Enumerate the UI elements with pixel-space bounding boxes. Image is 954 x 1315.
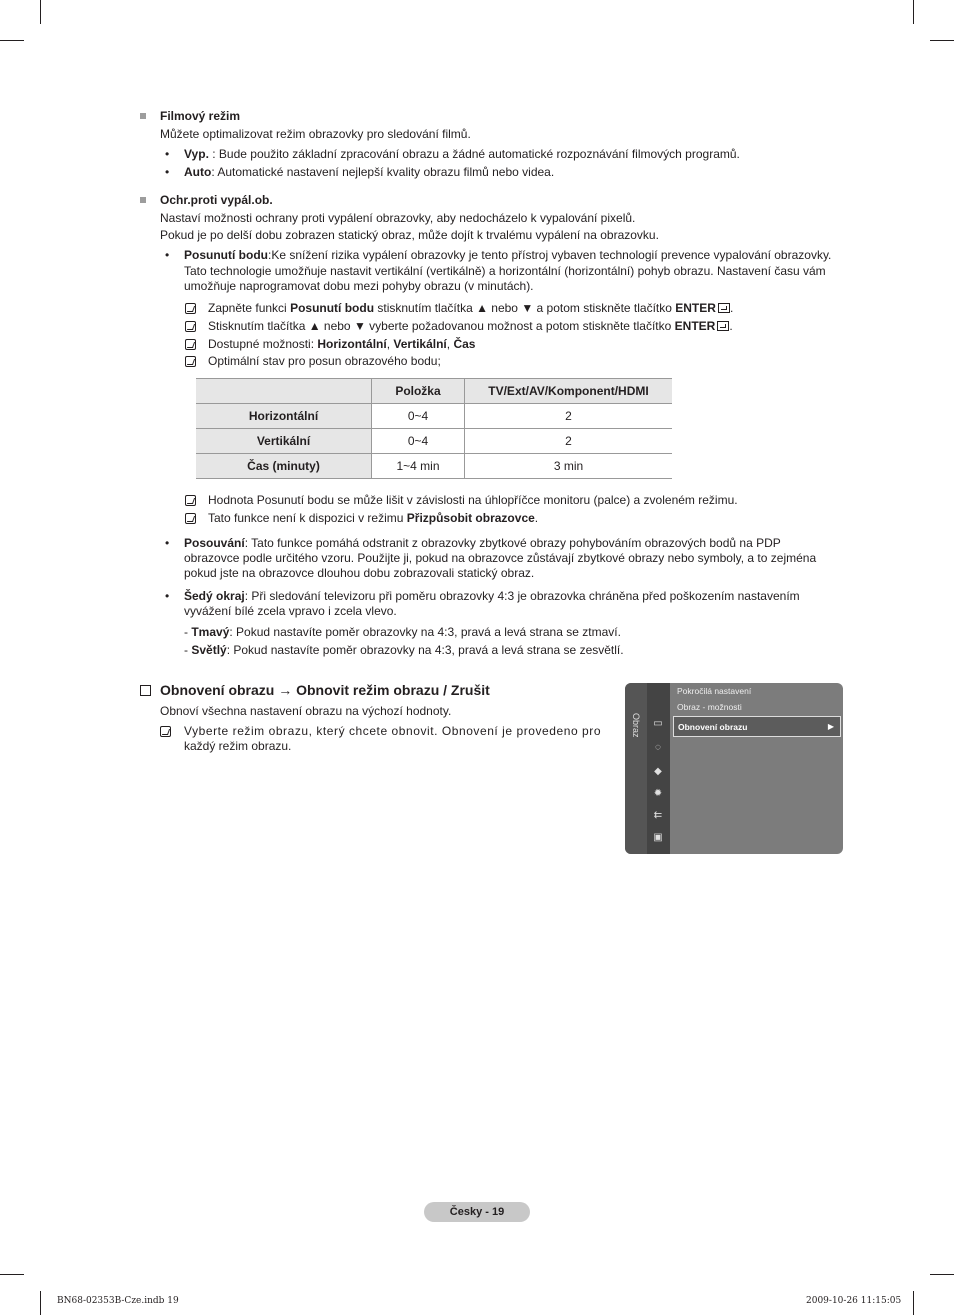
- table-row: [196, 404, 672, 429]
- table-header: TV/Ext/AV/Komponent/HDMI: [465, 379, 673, 404]
- film-mode-title: Filmový režim: [160, 109, 241, 123]
- footer-file: BN68-02353B-Cze.indb 19: [57, 1296, 179, 1306]
- table-cell: 3 min: [465, 454, 673, 479]
- pixel-shift-table: [196, 378, 672, 479]
- page-number: Česky - 19: [424, 1202, 530, 1222]
- bullet-gray: •: [165, 589, 170, 603]
- crop-mark: [930, 40, 954, 41]
- osd-menu-screenshot: [625, 683, 843, 854]
- note3-text-c: ,: [386, 337, 394, 351]
- gray-text: : Při sledování televizoru při poměru obrazovky 4:3 je obrazovka chráněna před poškozením nastavením: [244, 589, 800, 603]
- channel-icon: ◆: [654, 766, 662, 777]
- note-icon: [185, 356, 196, 367]
- footer-date: 2009-10-26 11:15:05: [806, 1296, 902, 1306]
- crop-mark: [0, 1274, 24, 1275]
- note1: Zapněte funkci Posunutí bodu stisknutím tlačítka ▲ nebo ▼ a potom stiskněte tlačítko ENTER .: [208, 301, 734, 315]
- film-mode-auto: [184, 165, 554, 180]
- crop-mark: [40, 1291, 41, 1315]
- auto-text: : Automatické nastavení nejlepší kvality obrazu filmů nebo videa.: [211, 165, 555, 179]
- picture-icon: ▭: [653, 718, 663, 729]
- osd-item: Obraz - možnosti: [677, 702, 742, 712]
- note6: [208, 511, 538, 526]
- pixel-shift-text: :Ke snížení rizika vypálení obrazovky je tento přístroj vybaven technologií prevence vypalování obrazovky.: [267, 248, 832, 262]
- sound-icon: ◌: [655, 742, 661, 753]
- note-icon: [185, 303, 196, 314]
- note5: Hodnota Posunutí bodu se může lišit v závislosti na úhlopříčce monitoru (palce) a zvoleném režimu.: [208, 493, 738, 507]
- osd-vertical-label: Obraz: [631, 713, 641, 738]
- light-text: : Pokud nastavíte poměr obrazovky na 4:3, pravá a levá strana se zesvětlí.: [226, 643, 624, 657]
- enter-icon: [717, 321, 729, 331]
- crop-mark: [913, 1291, 914, 1315]
- pixel-shift-label: Posunutí bodu: [184, 248, 268, 262]
- note1-text-b: Posunutí bodu: [290, 301, 375, 315]
- scroll-line3: pokud jste na obrazovce dlouhou dobu zobrazovali statický obraz.: [184, 566, 535, 580]
- film-mode-vyp: [184, 147, 740, 162]
- bullet-vyp: •: [165, 147, 170, 161]
- note6-text-a: Tato funkce není k dispozici v režimu: [208, 511, 407, 525]
- table-header: [196, 379, 372, 404]
- table-cell: 2: [465, 429, 673, 454]
- vyp-text: : Bude použito základní zpracování obrazu a žádné automatické rozpoznávání filmových programů.: [208, 147, 740, 161]
- note3-text-a: Dostupné možnosti:: [208, 337, 318, 351]
- table-cell: 0~4: [372, 429, 465, 454]
- reset-note-line2: každý režim obrazu.: [184, 739, 292, 753]
- auto-label: Auto: [184, 165, 212, 179]
- dash-dark: - Tmavý: Pokud nastavíte poměr obrazovky na 4:3, pravá a levá strana se ztmaví.: [184, 625, 621, 639]
- vyp-label: Vyp.: [184, 147, 209, 161]
- note2-text-a: Stisknutím tlačítka ▲ nebo ▼ vyberte požadovanou možnost a potom stiskněte tlačítko: [208, 319, 675, 333]
- table-header-row: [196, 379, 672, 404]
- arrow-right-icon: ▶: [827, 722, 834, 731]
- note6-text-c: .: [534, 511, 539, 525]
- note3-text-f: Čas: [453, 337, 476, 351]
- support-icon: ▣: [653, 832, 663, 843]
- osd-item: Pokročilá nastavení: [677, 686, 752, 696]
- scroll-text: : Tato funkce pomáhá odstranit z obrazovky zbytkové obrazy pohybováním obrazových bodů na PDP: [244, 536, 781, 550]
- setup-icon: ✹: [653, 788, 663, 799]
- square-bullet-icon: [140, 197, 146, 203]
- note-icon: [185, 495, 196, 506]
- enter-icon: [718, 303, 730, 313]
- osd-selected-item: [673, 716, 841, 737]
- table-cell: 2: [465, 404, 673, 429]
- table-cell: Čas (minuty): [196, 454, 372, 479]
- reset-title: Obnovení obrazu → Obnovit režim obrazu / Zrušit: [160, 682, 490, 698]
- burn-title: Ochr.proti vypál.ob.: [160, 193, 273, 207]
- reset-desc: Obnoví všechna nastavení obrazu na výchozí hodnoty.: [160, 704, 452, 718]
- bullet-pixel-shift: •: [165, 248, 170, 262]
- note4: Optimální stav pro posun obrazového bodu;: [208, 354, 441, 368]
- note-icon: [185, 339, 196, 350]
- table-header: Položka: [372, 379, 465, 404]
- note3-text-e: ,: [446, 337, 454, 351]
- note1-text-d: ENTER: [675, 301, 716, 315]
- note3-text-b: Horizontální: [317, 337, 387, 351]
- note-icon: [160, 726, 171, 737]
- note1-text-a: Zapněte funkci: [208, 301, 291, 315]
- note-icon: [185, 321, 196, 332]
- scroll-line2: obrazovce podle určitého vzoru. Použijte ji, pokud na obrazovce zůstávají zbytkové obrazy nebo symboly, a to zejména: [184, 551, 817, 565]
- scroll-line1: [184, 536, 781, 551]
- scroll-label: Posouvání: [184, 536, 245, 550]
- pixel-shift-line1: [184, 248, 831, 263]
- bullet-scroll: •: [165, 536, 170, 550]
- table-cell: Horizontální: [196, 404, 372, 429]
- pixel-shift-line3: umožňuje naprogramovat dobu mezi pohyby obrazu (v minutách).: [184, 279, 534, 293]
- burn-desc2: Pokud je po delší dobu zobrazen statický obraz, může dojít k trvalému vypálení na obrazovku.: [160, 228, 659, 242]
- reset-note-line1: Vyberte režim obrazu, který chcete obnovit. Obnovení je provedeno pro: [184, 724, 602, 738]
- burn-desc1: Nastaví možnosti ochrany proti vypálení obrazovky, aby nedocházelo k vypalování pixelů.: [160, 211, 636, 225]
- table-row: [196, 429, 672, 454]
- input-icon: ⇇: [653, 810, 663, 821]
- table-row: [196, 454, 672, 479]
- dark-label: Tmavý: [191, 625, 230, 639]
- checkbox-icon: [140, 685, 151, 696]
- note-icon: [185, 513, 196, 524]
- note2-text-b: ENTER: [674, 319, 716, 333]
- light-label: Světlý: [191, 643, 227, 657]
- crop-mark: [40, 0, 41, 24]
- square-bullet-icon: [140, 113, 146, 119]
- crop-mark: [0, 40, 24, 41]
- film-mode-desc: Můžete optimalizovat režim obrazovky pro sledování filmů.: [160, 127, 471, 141]
- gray-line1: [184, 589, 800, 604]
- note1-text-c: stisknutím tlačítka ▲ nebo ▼ a potom stiskněte tlačítko: [374, 301, 676, 315]
- note2: Stisknutím tlačítka ▲ nebo ▼ vyberte požadovanou možnost a potom stiskněte tlačítko ENTER .: [208, 319, 733, 333]
- gray-label: Šedý okraj: [184, 589, 245, 603]
- gray-line2: vyvážení bílé zcela vpravo i zcela vlevo.: [184, 604, 397, 618]
- osd-selected-label: Obnovení obrazu: [678, 722, 748, 732]
- dark-text: : Pokud nastavíte poměr obrazovky na 4:3, pravá a levá strana se ztmaví.: [229, 625, 621, 639]
- crop-mark: [913, 0, 914, 24]
- crop-mark: [930, 1274, 954, 1275]
- table-cell: 0~4: [372, 404, 465, 429]
- pixel-shift-line2: Tato technologie umožňuje nastavit vertikální (vertikálně) a horizontální (horizontální) pohyb obrazu. Nastavení času vám: [184, 264, 826, 278]
- table-cell: Vertikální: [196, 429, 372, 454]
- note3: [208, 337, 475, 352]
- bullet-auto: •: [165, 165, 170, 179]
- note6-text-b: Přizpůsobit obrazovce: [406, 511, 535, 525]
- dash-light: - Světlý: Pokud nastavíte poměr obrazovky na 4:3, pravá a levá strana se zesvětlí.: [184, 643, 624, 657]
- note3-text-d: Vertikální: [393, 337, 447, 351]
- table-cell: 1~4 min: [372, 454, 465, 479]
